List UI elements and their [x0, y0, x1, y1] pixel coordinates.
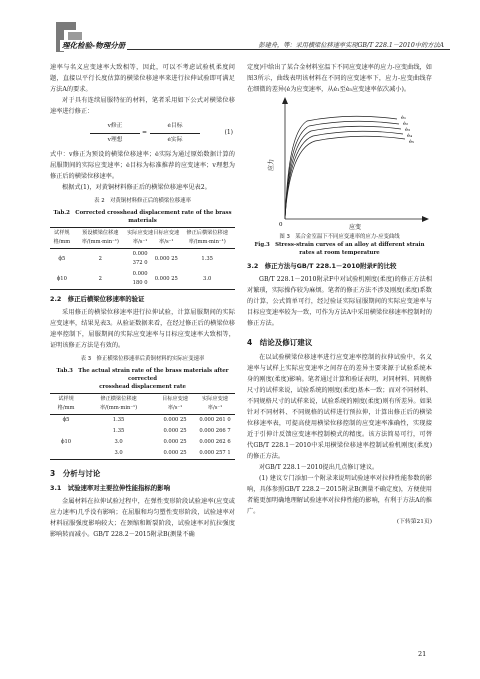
table-cell: 3.0 — [114, 439, 123, 445]
paragraph: 根据式(1)，对黄铜材料修正后的横梁位移速率见表2。 — [62, 184, 211, 191]
table-cell: ϕ10 — [60, 439, 72, 445]
paragraph: 速率与名义应变速率大致相等，因此，可以不考虑试验机柔度问题，直接以平行长度估算的横梁位移速率来进行拉伸试验即可满足方法A的要求。 — [50, 64, 235, 93]
table-header: 预设横梁位移速率/(mm·min⁻¹) — [74, 228, 127, 249]
table-cell: 1.35 — [112, 417, 125, 423]
page-number: 21 — [418, 650, 427, 658]
eq-lhs-den: v理想 — [107, 137, 123, 143]
curve-3 — [285, 126, 401, 219]
table-header: 实际应变速率/s⁻¹ — [127, 228, 153, 249]
paragraph: 式中：v修正为预设的横梁位移速率；ė实际为通过原始数据计算的屈服期间的实际应变速率；ė目标为标准推荐的应变速率；v理想为修正后的横梁位移速率。 — [50, 151, 235, 180]
table-cell: 1.35 — [201, 255, 213, 262]
table-cell: 0.000 25 — [163, 417, 187, 423]
table-cell: 1.35 — [112, 428, 125, 434]
paragraph: 对GB/T 228.1－2010提出几点修订建议。 — [259, 464, 379, 471]
table-header: 实际应变速率/s⁻¹ — [195, 394, 235, 415]
running-head: 彭建舟，等：采用横梁位移速率实现GB/T 228.1－2010中的方法A — [258, 42, 444, 49]
stress-strain-plot — [247, 95, 432, 233]
table-row — [50, 426, 235, 437]
table-header: 修正后横梁位移速率/(mm·min⁻¹) — [179, 228, 235, 249]
table-cell: 0.000 25 — [163, 450, 187, 456]
table3-title-cn: 表 3 修正横梁位移速率后黄铜材料的实际应变速率 — [80, 356, 205, 362]
figure3-caption-cn: 图 3 某合金室温下不同应变速率的应力-应变曲线 — [279, 234, 400, 240]
origin-label: 0 — [279, 222, 283, 228]
table-row — [50, 269, 235, 290]
table-cell — [50, 426, 82, 437]
equation-number: (1) — [224, 129, 233, 136]
table3-title-en — [50, 367, 235, 391]
table-cell: 3.0 — [114, 450, 123, 456]
table-cell: 0.000 180 0 — [132, 271, 148, 286]
curve-label: ė₄ — [407, 133, 412, 139]
y-axis-arrow — [282, 97, 288, 104]
table2-title-en: Tab.2 Corrected crosshead displacement rate of the brass materials — [53, 210, 232, 224]
curve-5 — [285, 136, 405, 219]
section-heading: 3.2 修正方法与GB/T 228.1－2010附录F的比较 — [247, 262, 397, 270]
curve-label: ė₂ — [403, 121, 408, 127]
table-header: 目标应变速率/s⁻¹ — [153, 228, 179, 249]
section-heading: 3 分析与讨论 — [50, 469, 101, 478]
paragraph: 定度)中给出了某合金材料室温下不同应变速率的应力-应变曲线，如图3所示，曲线表明该材料在不同的应变速率下，应力-应变曲线存在细微的差异(ė为应变速率，从ė₁至ė₅应变速率依次减小)。 — [247, 64, 432, 93]
table-cell — [50, 448, 82, 460]
table-row — [50, 415, 235, 427]
table-cell: 3.0 — [203, 275, 212, 282]
table-cell: 0.000 262 6 — [199, 439, 231, 445]
eq-lhs-num: v修正 — [107, 123, 123, 129]
paragraph: 在以试验横梁位移速率进行应变速率控制的拉伸试验中，名义速率与试样上实际应变速率之间存在的差异主要来源于试验系统本身的刚度(柔度)影响。笔者通过计算和验证表明，对同材料、同规格尺寸的试样来说，试验系统的刚度(柔度)基本一致；而对不同材料、不同规格尺寸的试样来说，试验系统的刚度(柔度)则有所差异。如果针对不同材料、不同规格的试样进行预拉伸，计算出修正后的横梁位移速率表，可提高使用横梁位移控制的应变速率准确性，实现接近于引伸计反馈应变速率控制模式的精度。该方法简易可行，可替代GB/T 228.1－2010中采用横梁位移速率控制试验机刚度(柔度)的修正方法。 — [247, 354, 432, 460]
x-axis-label: 应变 — [348, 224, 362, 231]
left-column — [50, 62, 235, 540]
eq-rhs-num: ė目标 — [167, 123, 183, 129]
figure-3 — [247, 95, 432, 233]
section-heading: 4 结论及修订建议 — [247, 338, 313, 347]
paragraph: 采用修正的横梁位移速率进行拉伸试验，计算屈服期间的实际应变速率，结果见表3。从验证数据来看，在经过修正后的横梁位移速率控制下，屈服期间的实际应变速率与目标应变速率大致相等，证明该修正方法是有效的。 — [50, 309, 235, 349]
curve-label: ė₅ — [409, 139, 414, 145]
equation-1: v修正 v理想 = ė目标 ė实际 (1) — [50, 119, 235, 147]
section-heading: 3.1 试验速率对主要拉伸性能指标的影响 — [50, 484, 170, 492]
x-axis-arrow — [422, 216, 429, 222]
table-cell: ϕ5 — [58, 255, 66, 262]
curve-label: ė₃ — [405, 127, 410, 133]
table-cell: 0.000 25 — [163, 439, 187, 445]
table-header: 试样规格/mm — [50, 228, 74, 249]
y-axis-label: 应力 — [268, 158, 275, 172]
table-cell: ϕ10 — [56, 275, 67, 282]
table-header: 目标应变速率/s⁻¹ — [155, 394, 195, 415]
paragraph: GB/T 228.1－2010附录F中对试验机刚度(柔度)的修正方法相对繁琐，实际操作较为麻烦。笔者的修正方法不涉及刚度(柔度)系数的计算，公式简单可行，经过验证实际屈服期间的实际应变速率与目标应变速率较为一致，可作为方法A中采用横梁位移速率控制时的修正方法。 — [247, 276, 432, 327]
caption-line: Tab.3 The actual strain rate of the brass materials after corrected — [56, 368, 229, 382]
table-cell: 0.000 257 1 — [199, 450, 231, 456]
caption-line: crosshead displacement rate — [99, 384, 186, 390]
table-header: 修正横梁位移速率/(mm·min⁻¹) — [82, 394, 155, 415]
paragraph: (1) 建议专门添加一个附录来说明试验速率对拉伸性能参数的影响，具体参照GB/T 228.2－2015附录B(测量不确定度)，方便使用者能更加明确地理解试验速率对拉伸性能的影响，有利于方法A的推广。 — [247, 475, 432, 515]
caption-line: Fig.3 Stress-strain curves of an alloy at different strain — [254, 242, 425, 248]
table-row — [50, 249, 235, 270]
table-row — [50, 437, 235, 448]
curve-4 — [285, 131, 403, 219]
figure3-caption-en — [247, 241, 432, 257]
curve-label: ė₁ — [401, 115, 406, 121]
table-cell: 2 — [98, 255, 102, 262]
table-cell: 0.000 266 7 — [199, 428, 231, 434]
table-row — [50, 448, 235, 460]
table-cell: 0.000 25 — [154, 275, 178, 282]
table-cell: 0.000 372 0 — [132, 251, 148, 266]
curve-2 — [285, 121, 399, 219]
journal-name: 理化检验-物理分册 — [62, 41, 126, 50]
table-cell: 2 — [98, 275, 102, 282]
table-cell: ϕ5 — [62, 417, 70, 423]
table-cell: 0.000 25 — [154, 255, 178, 262]
table-2 — [50, 227, 235, 290]
paragraph: 金属材料在拉伸试验过程中，在弹性变形阶段试验速率(应变或应力速率)几乎没有影响；在屈服和均匀塑性变形阶段，试验速率对材料屈服强度影响较大；在颈缩和断裂阶段，试验速率对抗拉强度影响转而减小。GB/T 228.2－2015附录B(测量不确 — [50, 498, 235, 538]
table-cell: 0.000 25 — [163, 428, 187, 434]
table-header: 试样规格/mm — [50, 394, 82, 415]
table-3 — [50, 393, 235, 460]
right-column — [247, 62, 432, 528]
table-cell: 0.000 261 0 — [199, 417, 231, 423]
continued-note: (下转第21页) — [396, 519, 432, 525]
table2-title-cn: 表 2 对黄铜材料修正后的横梁位移速率 — [94, 198, 191, 204]
paragraph: 对于具有连续屈服特征的材料，笔者采用如下公式对横梁位移速率进行修正： — [50, 97, 235, 115]
section-heading: 2.2 修正后横梁位移速率的验证 — [50, 295, 145, 303]
caption-line: rates at room temperature — [299, 250, 380, 256]
eq-rhs-den: ė实际 — [167, 137, 183, 143]
